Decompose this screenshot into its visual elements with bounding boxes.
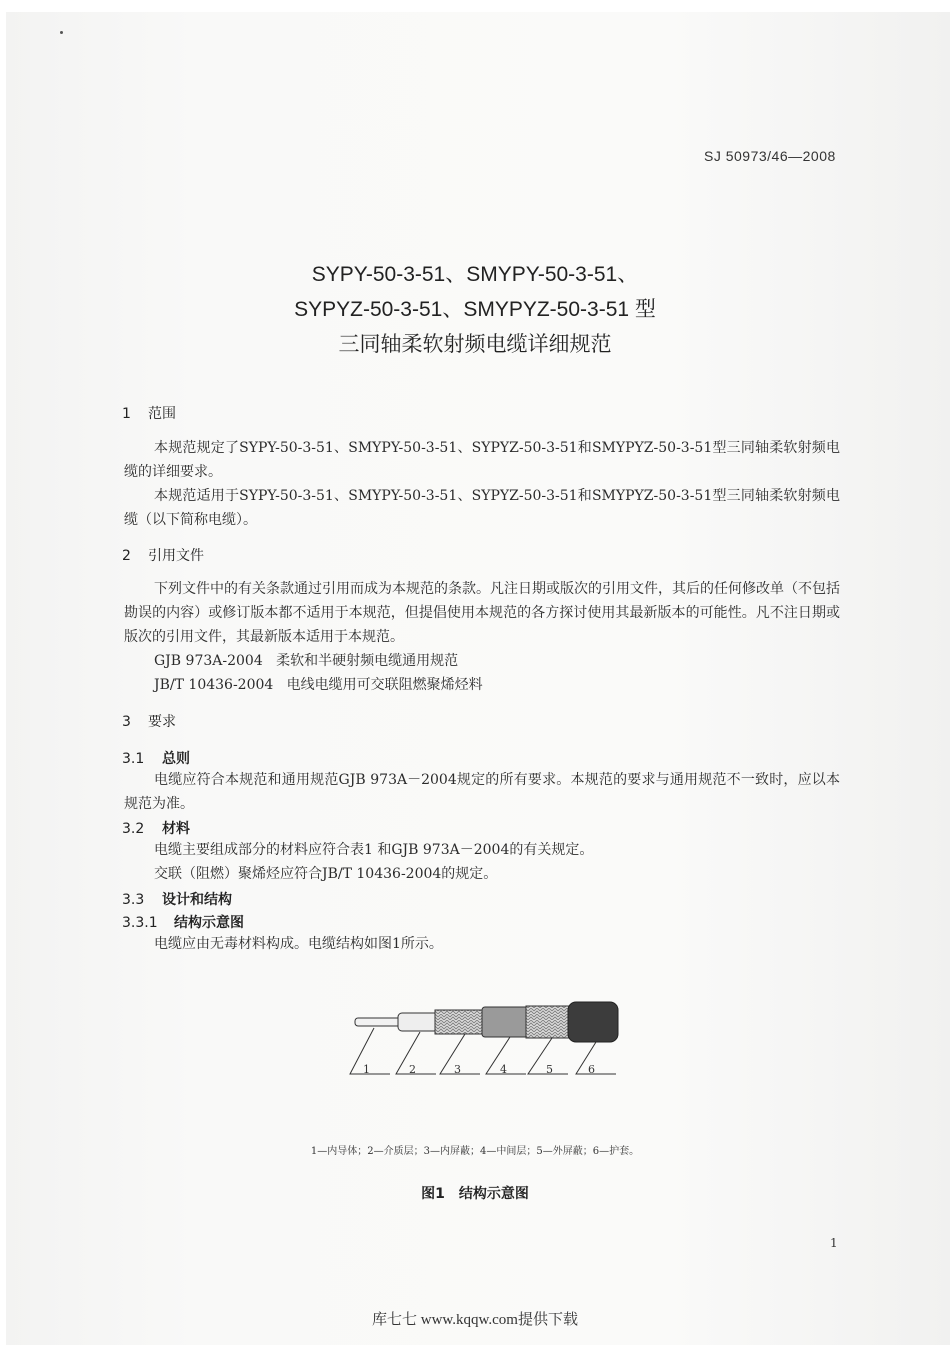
title-line-1: SYPY-50-3-51、SMYPY-50-3-51、 <box>311 263 639 286</box>
figure-label-1: 1 <box>363 1063 370 1076</box>
page-number: 1 <box>830 1236 838 1250</box>
scan-speck <box>60 31 63 34</box>
cable-structure-figure <box>330 990 640 1090</box>
figure-label-3: 3 <box>454 1063 461 1076</box>
section-3-heading: 3 要求 <box>122 714 176 730</box>
section-1-paragraph-1: 本规范规定了SYPY-50-3-51、SMYPY-50-3-51、SYPYZ-50-3-51和SMYPYZ-50-3-51型三同轴柔软射频电缆的详细要求。 <box>124 440 840 480</box>
section-2-paragraph: 下列文件中的有关条款通过引用而成为本规范的条款。凡注日期或版次的引用文件，其后的任何修改单（不包括勘误的内容）或修订版本都不适用于本规范，但提倡使用本规范的各方探讨使用其最新版本的可能性。凡不注日期或版次的引用文件，其最新版本适用于本规范。 <box>124 581 840 645</box>
title-line-2: SYPYZ-50-3-51、SMYPYZ-50-3-51 型 <box>294 298 656 321</box>
section-2-heading: 2 引用文件 <box>122 548 204 564</box>
section-3-3-1-heading: 3.3.1 结构示意图 <box>122 915 244 931</box>
outer-shield <box>526 1006 571 1038</box>
figure-label-5: 5 <box>546 1063 553 1076</box>
figure-label-2: 2 <box>409 1063 416 1076</box>
figure-label-6: 6 <box>588 1063 595 1076</box>
figure-label-4: 4 <box>500 1063 507 1076</box>
section-1-paragraph-2: 本规范适用于SYPY-50-3-51、SMYPY-50-3-51、SYPYZ-50-3-51和SMYPYZ-50-3-51型三同轴柔软射频电缆（以下简称电缆）。 <box>124 488 840 528</box>
standard-code: SJ 50973/46—2008 <box>704 148 836 164</box>
reference-item: JB/T 10436-2004 电线电缆用可交联阻燃聚烯烃料 <box>154 677 483 693</box>
section-3-1-heading: 3.1 总则 <box>122 751 190 767</box>
download-footer: 库七七 www.kqqw.com提供下载 <box>372 1312 578 1328</box>
section-3-1-paragraph: 电缆应符合本规范和通用规范GJB 973A－2004规定的所有要求。本规范的要求与通用规范不一致时，应以本规范为准。 <box>124 772 840 812</box>
figure-legend: 1—内导体；2—介质层；3—内屏蔽；4—中间层；5—外屏蔽；6—护套。 <box>310 1146 640 1157</box>
section-3-3-heading: 3.3 设计和结构 <box>122 892 232 908</box>
section-3-2-paragraph-2: 交联（阻燃）聚烯烃应符合JB/T 10436-2004的规定。 <box>154 866 498 882</box>
figure-title: 图1 结构示意图 <box>421 1186 529 1202</box>
inner-shield <box>435 1010 485 1034</box>
section-3-3-1-paragraph: 电缆应由无毒材料构成。电缆结构如图1所示。 <box>154 936 443 952</box>
intermediate-layer <box>482 1007 528 1037</box>
reference-item: GJB 973A-2004 柔软和半硬射频电缆通用规范 <box>154 653 459 669</box>
jacket <box>568 1002 618 1042</box>
dielectric-layer <box>398 1013 438 1031</box>
section-3-2-paragraph-1: 电缆主要组成部分的材料应符合表1 和GJB 973A－2004的有关规定。 <box>154 842 594 858</box>
title-line-3: 三同轴柔软射频电缆详细规范 <box>338 333 612 356</box>
section-1-heading: 1 范围 <box>122 406 176 422</box>
section-3-2-heading: 3.2 材料 <box>122 821 190 837</box>
